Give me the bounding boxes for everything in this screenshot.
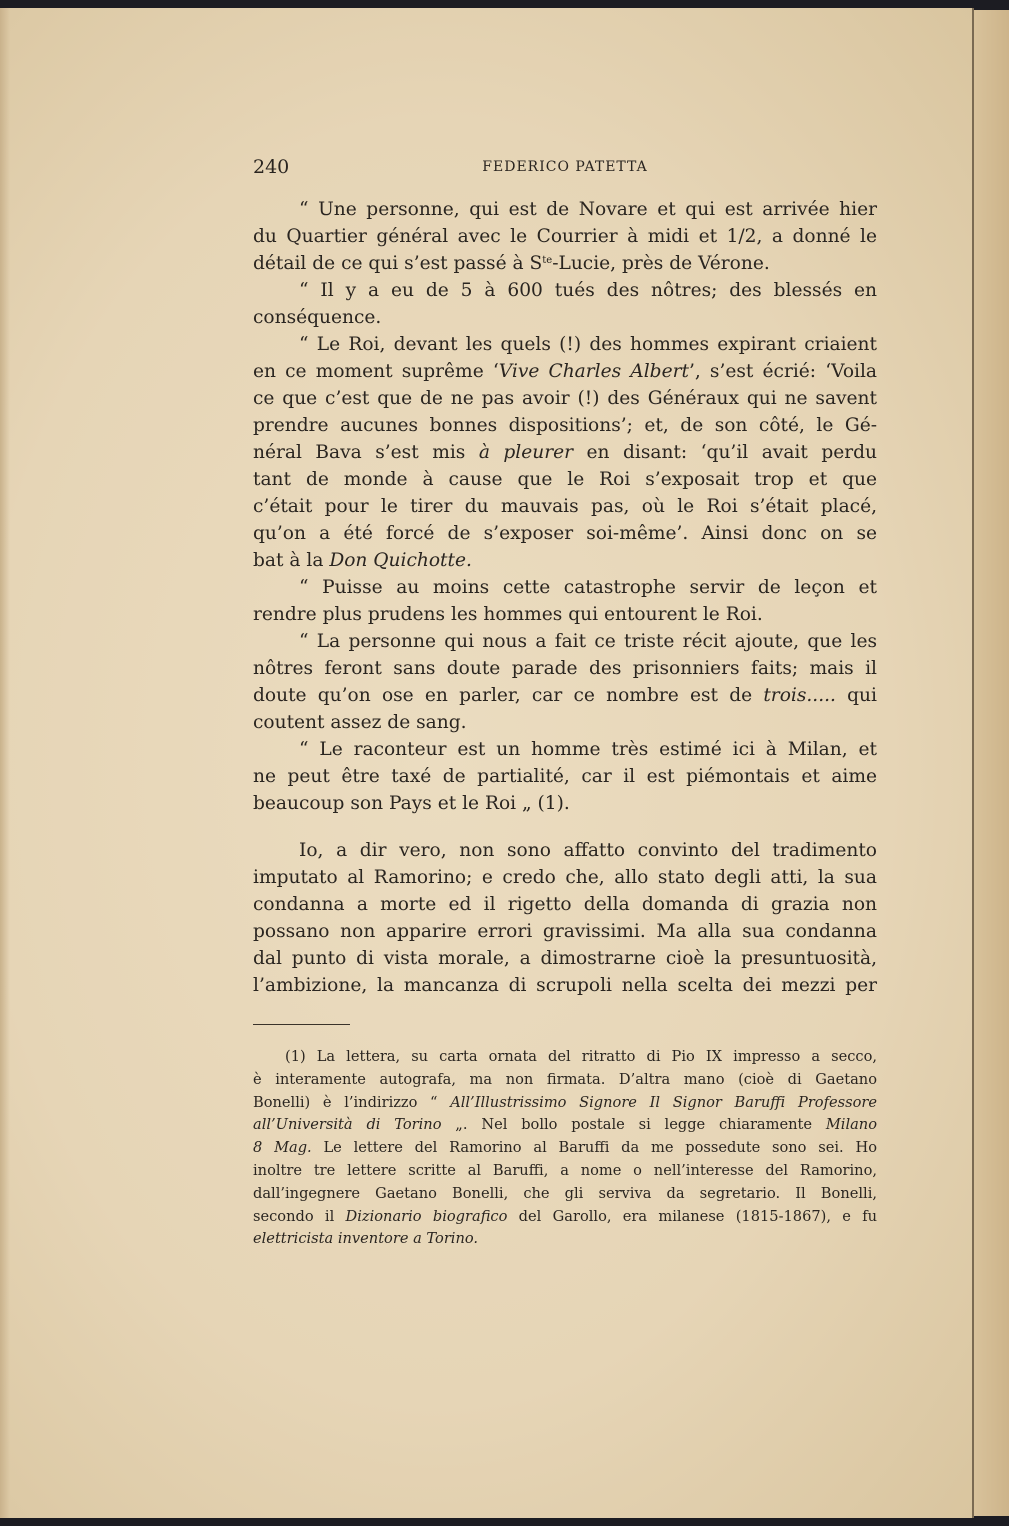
body-line [253, 493, 877, 520]
body-line [253, 601, 877, 628]
body-line [253, 547, 877, 574]
body-line [253, 736, 877, 763]
body-text [253, 196, 877, 999]
body-line [253, 972, 877, 999]
text-run: “ Une personne, qui est de Novare et qui est arrivée hier [299, 199, 877, 220]
italic-text: All’Illustrissimo Signore Il Signor Baruffi Professore [450, 1093, 877, 1111]
body-line [253, 196, 877, 223]
text-run: -Lucie, près de Vérone. [552, 253, 770, 274]
text-run: del Garollo, era milanese (1815-1867), e fu [507, 1207, 877, 1225]
body-paragraph [253, 277, 877, 331]
body-paragraph [253, 331, 877, 574]
body-paragraph [253, 837, 877, 999]
text-run: dal punto di vista morale, a dimostrarne cioè la presuntuosità, [253, 948, 877, 969]
body-line [253, 520, 877, 547]
text-run: beaucoup son Pays et le Roi „ (1). [253, 793, 570, 814]
text-run: “ Le Roi, devant les quels (!) des hommes expirant criaient [299, 334, 877, 355]
italic-text: Milano [825, 1116, 877, 1134]
text-run: ’, s’est écrié: ‘Voila [688, 361, 877, 382]
text-run: “ La personne qui nous a fait ce triste récit ajoute, que les [299, 631, 877, 652]
text-run: prendre aucunes bonnes dispositions’; et, de son côté, le Gé- [253, 415, 877, 436]
footnote-line [253, 1228, 877, 1251]
italic-text: 8 Mag. [253, 1139, 312, 1157]
body-line [253, 466, 877, 493]
paragraph-gap [253, 817, 877, 837]
italic-text: trois..... [763, 685, 836, 706]
body-paragraph [253, 736, 877, 817]
footnotes [253, 1046, 877, 1251]
text-run: nôtres feront sans doute parade des prisonniers faits; mais il [253, 658, 877, 679]
italic-text: à pleurer [478, 442, 573, 463]
body-line [253, 682, 877, 709]
text-run: è interamente autografa, ma non firmata. D’altra mano (cioè di Gaetano [253, 1070, 877, 1088]
body-line [253, 918, 877, 945]
text-run: ce que c’est que de ne pas avoir (!) des Généraux qui ne savent [253, 388, 877, 409]
body-line [253, 385, 877, 412]
italic-text: Don Quichotte. [329, 550, 472, 571]
text-run: en disant: ‘qu’il avait perdu [573, 442, 877, 463]
text-run: doute qu’on ose en parler, car ce nombre est de [253, 685, 764, 706]
text-run: condanna a morte ed il rigetto della domanda di grazia non [253, 894, 877, 915]
italic-text: Dizionario biografico [345, 1207, 508, 1225]
footnote-line [253, 1092, 877, 1115]
footnote-line [253, 1160, 877, 1183]
body-line [253, 628, 877, 655]
footnote-line [253, 1183, 877, 1206]
body-line [253, 250, 877, 277]
text-run: „. Nel bollo postale si legge chiaramente [441, 1116, 826, 1134]
body-paragraph [253, 574, 877, 628]
footnote-line [253, 1206, 877, 1229]
text-run: c’était pour le tirer du mauvais pas, où le Roi s’était placé, [253, 496, 877, 517]
body-line [253, 709, 877, 736]
text-run: qui [835, 685, 877, 706]
footnote-line [253, 1114, 877, 1137]
text-run: du Quartier général avec le Courrier à midi et 1/2, a donné le [253, 226, 877, 247]
body-line [253, 412, 877, 439]
body-paragraph [253, 196, 877, 277]
text-run: inoltre tre lettere scritte al Baruffi, a nome o nell’interesse del Ramorino, [253, 1161, 877, 1179]
running-title: FEDERICO PATETTA [482, 159, 648, 175]
text-run: néral Bava s’est mis [253, 442, 479, 463]
text-run: rendre plus prudens les hommes qui entourent le Roi. [253, 604, 763, 625]
text-run: ne peut être taxé de partialité, car il est piémontais et aime [253, 766, 877, 787]
superscript: te [542, 255, 553, 266]
italic-text: all’Università di Torino [253, 1116, 442, 1134]
text-run: conséquence. [253, 307, 382, 328]
footnote-line [253, 1137, 877, 1160]
footnote-rule [253, 1024, 350, 1025]
body-line [253, 358, 877, 385]
text-run: détail de ce qui s’est passé à S [253, 253, 543, 274]
text-run: qu’on a été forcé de s’exposer soi-même’. Ainsi donc on se [253, 523, 877, 544]
page-header [253, 156, 877, 180]
page-number: 240 [253, 156, 290, 178]
text-run: secondo il [253, 1207, 346, 1225]
body-line [253, 864, 877, 891]
footnote-paragraph [253, 1046, 877, 1251]
body-line [253, 655, 877, 682]
text-run: bat à la [253, 550, 330, 571]
body-paragraph [253, 628, 877, 736]
body-line [253, 763, 877, 790]
body-line [253, 945, 877, 972]
page-left-edge [0, 8, 10, 1518]
text-run: Io, a dir vero, non sono affatto convinto del tradimento [299, 840, 877, 861]
text-run: dall’ingegnere Gaetano Bonelli, che gli serviva da segretario. Il Bonelli, [253, 1184, 877, 1202]
text-run: coutent assez de sang. [253, 712, 467, 733]
body-line [253, 574, 877, 601]
text-run: Le lettere del Ramorino al Baruffi da me possedute sono sei. Ho [311, 1139, 877, 1157]
italic-text: elettricista inventore a Torino. [253, 1230, 479, 1248]
text-run: en ce moment suprême ‘ [253, 361, 499, 382]
next-page-edge [974, 10, 1009, 1516]
text-run: Bonelli) è l’indirizzo “ [253, 1093, 451, 1111]
text-run: “ Il y a eu de 5 à 600 tués des nôtres; des blessés en [299, 280, 877, 301]
body-line [253, 223, 877, 250]
text-run: (1) La lettera, su carta ornata del ritratto di Pio IX impresso a secco, [285, 1048, 877, 1065]
body-line [253, 439, 877, 466]
body-line [253, 304, 877, 331]
body-line [253, 331, 877, 358]
body-line [253, 891, 877, 918]
footnote-line [253, 1069, 877, 1092]
body-line [253, 837, 877, 864]
text-run: “ Puisse au moins cette catastrophe servir de leçon et [299, 577, 877, 598]
text-run: “ Le raconteur est un homme très estimé ici à Milan, et [299, 739, 877, 760]
body-line [253, 790, 877, 817]
italic-text: Vive Charles Albert [498, 361, 689, 382]
text-run: tant de monde à cause que le Roi s’exposait trop et que [253, 469, 877, 490]
text-run: possano non apparire errori gravissimi. Ma alla sua condanna [253, 921, 877, 942]
footnote-line [253, 1046, 877, 1069]
text-run: l’ambizione, la mancanza di scrupoli nella scelta dei mezzi per [253, 975, 877, 996]
text-run: imputato al Ramorino; e credo che, allo stato degli atti, la sua [253, 867, 877, 888]
body-line [253, 277, 877, 304]
